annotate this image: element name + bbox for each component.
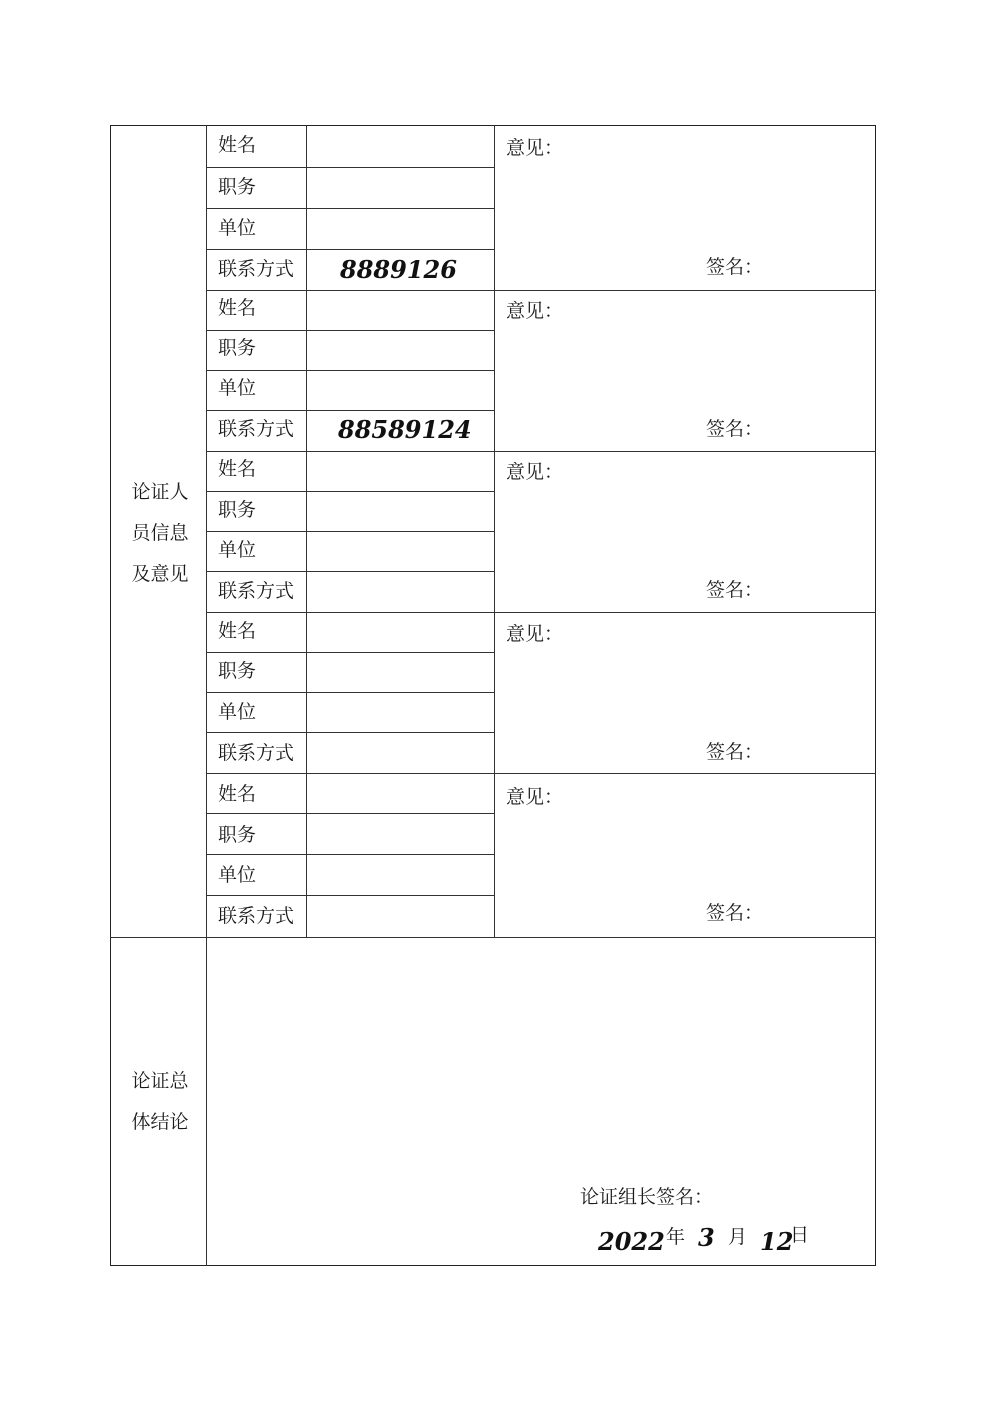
label-name: 姓名 [218,134,257,156]
label-position: 职务 [218,337,257,359]
label-opinion: 意见： [506,137,564,159]
label-name: 姓名 [218,458,257,480]
label-column-divider [206,125,207,1266]
block-divider [206,773,876,774]
label-unit: 单位 [218,217,257,239]
reviewer-1-contact-value: 8889126 [340,255,457,284]
date-month-value: 3 [698,1223,715,1252]
label-opinion: 意见： [506,786,564,808]
row-divider [206,854,494,855]
conclusion-date [598,1222,868,1258]
label-contact: 联系方式 [218,742,295,764]
conclusion-label-text: 论证总体结论 [131,1070,189,1133]
row-divider [206,208,494,209]
label-unit: 单位 [218,377,257,399]
label-position: 职务 [218,499,257,521]
date-year-label: 年 [666,1226,686,1248]
label-position: 职务 [218,660,257,682]
row-divider [206,167,494,168]
row-divider [206,571,494,572]
label-contact: 联系方式 [218,580,295,602]
row-divider [206,531,494,532]
label-signature: 签名： [706,418,764,440]
block-divider [206,290,876,291]
label-contact: 联系方式 [218,258,295,280]
label-contact: 联系方式 [218,905,295,927]
block-divider [206,451,876,452]
row-divider [206,410,494,411]
leader-signature-label: 论证组长签名： [580,1186,714,1208]
label-unit: 单位 [218,539,257,561]
label-name: 姓名 [218,783,257,805]
row-divider [206,732,494,733]
reviewer-2-contact-value: 88589124 [338,415,472,444]
block-divider [206,612,876,613]
row-divider [206,491,494,492]
row-divider [206,370,494,371]
date-day-label: 日 [790,1224,810,1246]
label-signature: 签名： [706,902,764,924]
label-unit: 单位 [218,701,257,723]
label-opinion: 意见： [506,623,564,645]
label-signature: 签名： [706,579,764,601]
label-opinion: 意见： [506,300,564,322]
label-opinion: 意见： [506,461,564,483]
label-unit: 单位 [218,864,257,886]
label-position: 职务 [218,824,257,846]
label-signature: 签名： [706,256,764,278]
row-divider [206,652,494,653]
section-label-text: 论证人员信息及意见 [131,481,189,585]
label-name: 姓名 [218,297,257,319]
date-month-label: 月 [728,1226,748,1248]
label-signature: 签名： [706,741,764,763]
row-divider [206,692,494,693]
date-year-value: 2022 [598,1227,665,1256]
section-label-conclusion [122,1061,198,1143]
row-divider [206,330,494,331]
label-name: 姓名 [218,620,257,642]
row-divider [206,813,494,814]
row-divider [206,895,494,896]
section-label-reviewers [122,472,198,595]
date-day-value: 12 [760,1227,794,1256]
row-divider [206,249,494,250]
label-position: 职务 [218,176,257,198]
label-contact: 联系方式 [218,418,295,440]
opinion-column-divider [494,125,495,937]
section-divider [110,937,876,938]
